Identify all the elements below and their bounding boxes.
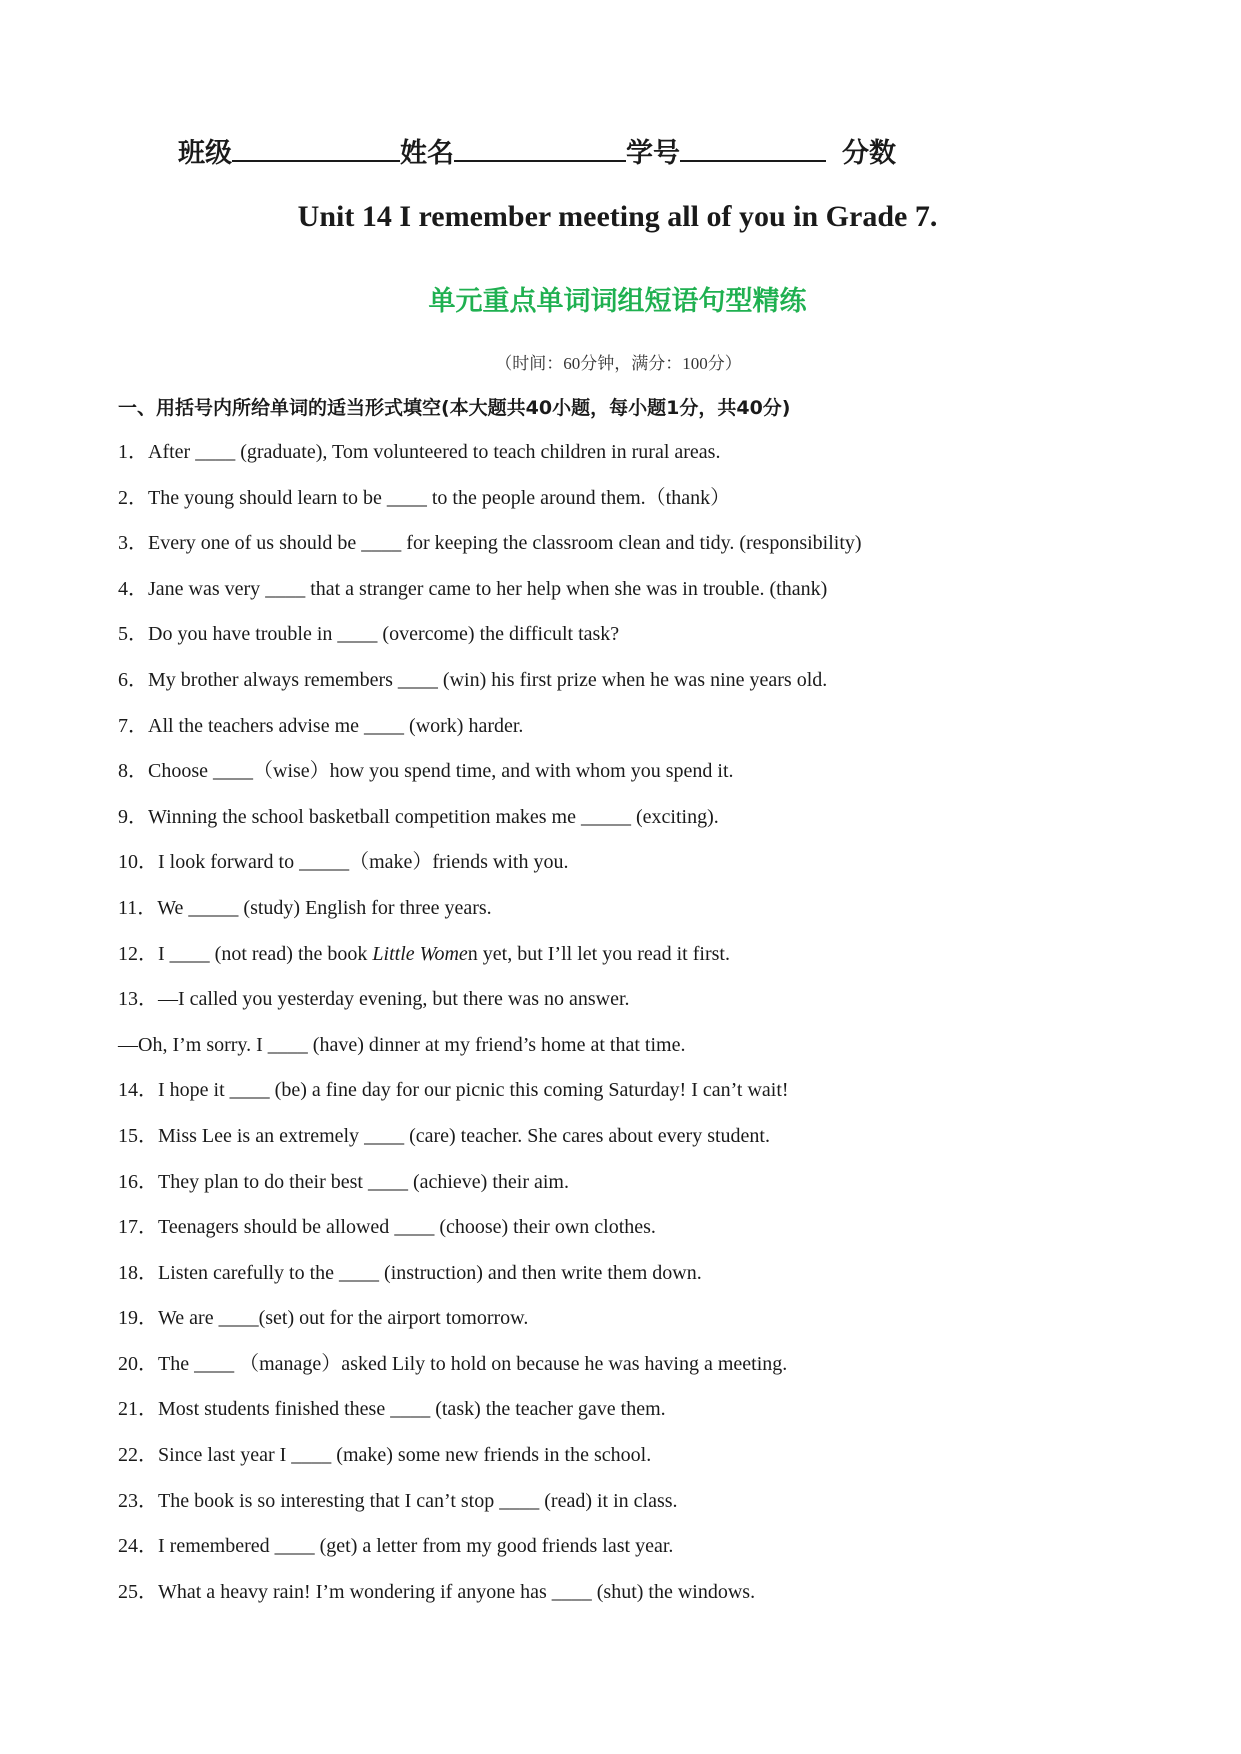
question-text: Do you have trouble in [148, 623, 338, 646]
answer-blank: ____ [390, 1398, 431, 1421]
answer-blank: _____ [188, 896, 239, 919]
question-text-continued: for keeping the classroom clean and tidy. (responsibility) [401, 532, 862, 555]
question-text-continued: (not read) the book [209, 942, 373, 965]
question-item [118, 1212, 1168, 1258]
question-text-continued: (have) dinner at my friend’s home at that time. [307, 1033, 686, 1056]
answer-blank: ____ [364, 714, 405, 737]
question-number: 23． [118, 1489, 158, 1512]
question-text-continued: (achieve) their aim. [407, 1170, 569, 1193]
question-text-continued: (work) harder. [404, 714, 524, 737]
question-number: 16． [118, 1170, 158, 1193]
question-number: 15． [118, 1124, 158, 1147]
question-text-continued: (overcome) the difficult task? [377, 623, 620, 646]
answer-blank: ____ [499, 1489, 540, 1512]
question-number: 18． [118, 1261, 158, 1284]
answer-blank: ____ [386, 486, 427, 509]
question-item [118, 483, 1168, 529]
question-text-continued: （wise）how you spend time, and with whom you spend it. [253, 760, 734, 783]
question-text: I [158, 942, 170, 965]
question-text-continued: (task) the teacher gave them. [430, 1398, 666, 1421]
answer-blank: ____ [337, 623, 378, 646]
question-text-end: n yet, but I’ll let you read it first. [467, 942, 730, 965]
answer-blank: ____ [267, 1033, 308, 1056]
answer-blank: ____ [169, 942, 210, 965]
question-text: Listen carefully to the [158, 1261, 340, 1284]
question-text-continued: (choose) their own clothes. [434, 1216, 656, 1239]
question-number: 2． [118, 486, 148, 509]
question-item [118, 893, 1168, 939]
question-text: Every one of us should be [148, 532, 362, 555]
question-text: The book is so interesting that I can’t stop [158, 1489, 500, 1512]
question-item [118, 1394, 1168, 1440]
question-item [118, 528, 1168, 574]
answer-blank: ____ [361, 532, 402, 555]
question-item [118, 1303, 1168, 1349]
question-text-continued: (instruction) and then write them down. [379, 1261, 702, 1284]
question-item [118, 1030, 1168, 1076]
score-label: 分数 [842, 138, 896, 169]
question-text: Choose [148, 760, 213, 783]
question-text: All the teachers advise me [148, 714, 365, 737]
question-text: I hope it [158, 1079, 230, 1102]
question-number: 14． [118, 1079, 158, 1102]
answer-blank: ____ [213, 760, 253, 783]
class-blank [232, 130, 400, 162]
question-number: 13． [118, 988, 158, 1011]
question-item [118, 1258, 1168, 1304]
question-item [118, 984, 1168, 1030]
question-number: 8． [118, 760, 148, 783]
question-number: 22． [118, 1444, 158, 1467]
question-text-continued: (graduate), Tom volunteered to teach children in rural areas. [235, 441, 721, 463]
answer-blank: ____ [551, 1580, 592, 1603]
question-text: I look forward to [158, 851, 300, 874]
question-text: —I called you yesterday evening, but there was no answer. [158, 988, 630, 1011]
question-text-continued: （manage）asked Lily to hold on because he was having a meeting. [234, 1352, 788, 1375]
question-number: 1． [118, 441, 148, 463]
question-text-continued: (shut) the windows. [591, 1580, 756, 1603]
answer-blank: _____ [299, 851, 350, 874]
answer-blank: ____ [397, 668, 438, 691]
question-item [118, 1167, 1168, 1213]
question-text-continued: (make) some new friends in the school. [331, 1444, 652, 1467]
question-number: 17． [118, 1216, 158, 1239]
student-id-label: 学号 [626, 138, 680, 169]
question-item [118, 756, 1168, 802]
question-item [118, 665, 1168, 711]
question-text-continued: (set) out for the airport tomorrow. [258, 1307, 529, 1330]
question-text: Since last year I [158, 1444, 292, 1467]
student-info-header [178, 130, 1078, 174]
answer-blank: ____ [194, 1352, 235, 1375]
question-text: —Oh, I’m sorry. I [118, 1033, 268, 1056]
unit-title: Unit 14 I remember meeting all of you in Grade 7. [297, 200, 938, 233]
question-item [118, 939, 1168, 985]
question-text: After [148, 441, 196, 463]
question-item [118, 619, 1168, 665]
question-text: We [157, 896, 189, 919]
question-item [118, 437, 1168, 483]
question-text: The young should learn to be [148, 486, 387, 509]
question-number: 25． [118, 1580, 158, 1603]
question-item [118, 1075, 1168, 1121]
question-text: I remembered [158, 1535, 275, 1558]
question-text: Winning the school basketball competition makes me [148, 805, 581, 828]
question-number: 9． [118, 805, 148, 828]
question-text-continued: (study) English for three years. [238, 896, 492, 919]
question-text: My brother always remembers [148, 668, 398, 691]
time-score-info: （时间：60分钟，满分：100分） [495, 354, 742, 373]
question-number: 3． [118, 532, 148, 555]
answer-blank: _____ [581, 805, 631, 828]
answer-blank: ____ [274, 1535, 315, 1558]
question-text-continued: (read) it in class. [539, 1489, 678, 1512]
answer-blank: ____ [265, 577, 306, 600]
question-number: 10． [118, 851, 158, 874]
question-text: Jane was very [148, 577, 266, 600]
question-item [118, 847, 1168, 893]
answer-blank: ____ [339, 1261, 380, 1284]
question-text-continued: （make）friends with you. [349, 851, 569, 874]
answer-blank: ____ [229, 1079, 270, 1102]
question-item [118, 1121, 1168, 1167]
student-id-blank [680, 130, 826, 162]
answer-blank: ____ [195, 441, 236, 463]
worksheet-subtitle: 单元重点单词词组短语句型精练 [428, 286, 807, 317]
question-text: Most students finished these [158, 1398, 391, 1421]
question-list [118, 437, 1168, 1622]
question-item [118, 802, 1168, 848]
class-label: 班级 [178, 138, 232, 169]
question-number: 12． [118, 942, 158, 965]
question-item [118, 711, 1168, 757]
question-text-continued: that a stranger came to her help when she was in trouble. (thank) [305, 577, 828, 600]
question-text-continued: to the people around them.（thank） [426, 486, 731, 509]
question-text: We are [158, 1307, 219, 1330]
answer-blank: ____ [291, 1444, 332, 1467]
question-number: 21． [118, 1398, 158, 1421]
answer-blank: ____ [394, 1216, 435, 1239]
question-number: 4． [118, 577, 148, 600]
question-number: 20． [118, 1352, 158, 1375]
section-heading: 一、用括号内所给单词的适当形式填空(本大题共40小题，每小题1分，共40分) [118, 397, 791, 419]
answer-blank: ____ [367, 1170, 408, 1193]
question-number: 5． [118, 623, 148, 646]
name-label: 姓名 [400, 138, 454, 169]
question-text-continued: (care) teacher. She cares about every student. [404, 1124, 770, 1147]
question-number: 19． [118, 1307, 158, 1330]
question-text: What a heavy rain! I’m wondering if anyone has [158, 1580, 552, 1603]
name-blank [454, 130, 626, 162]
question-text: Miss Lee is an extremely [158, 1124, 365, 1147]
answer-blank: ____ [364, 1124, 405, 1147]
question-number: 11． [118, 896, 158, 919]
question-item [118, 1486, 1168, 1532]
book-title: Little Wome [372, 942, 468, 965]
answer-blank: ____ [218, 1307, 259, 1330]
question-number: 24． [118, 1535, 158, 1558]
question-number: 6． [118, 668, 148, 691]
question-item [118, 1349, 1168, 1395]
question-text: Teenagers should be allowed [158, 1216, 395, 1239]
question-text-continued: (get) a letter from my good friends last year. [314, 1535, 674, 1558]
question-text-continued: (exciting). [631, 805, 719, 828]
question-item [118, 1440, 1168, 1486]
question-text: The [158, 1352, 195, 1375]
question-item [118, 1531, 1168, 1577]
question-number: 7． [118, 714, 148, 737]
question-item [118, 574, 1168, 620]
question-item [118, 1577, 1168, 1623]
question-text: They plan to do their best [158, 1170, 368, 1193]
question-text-continued: (win) his first prize when he was nine years old. [437, 668, 828, 691]
question-text-continued: (be) a fine day for our picnic this coming Saturday! I can’t wait! [269, 1079, 789, 1102]
